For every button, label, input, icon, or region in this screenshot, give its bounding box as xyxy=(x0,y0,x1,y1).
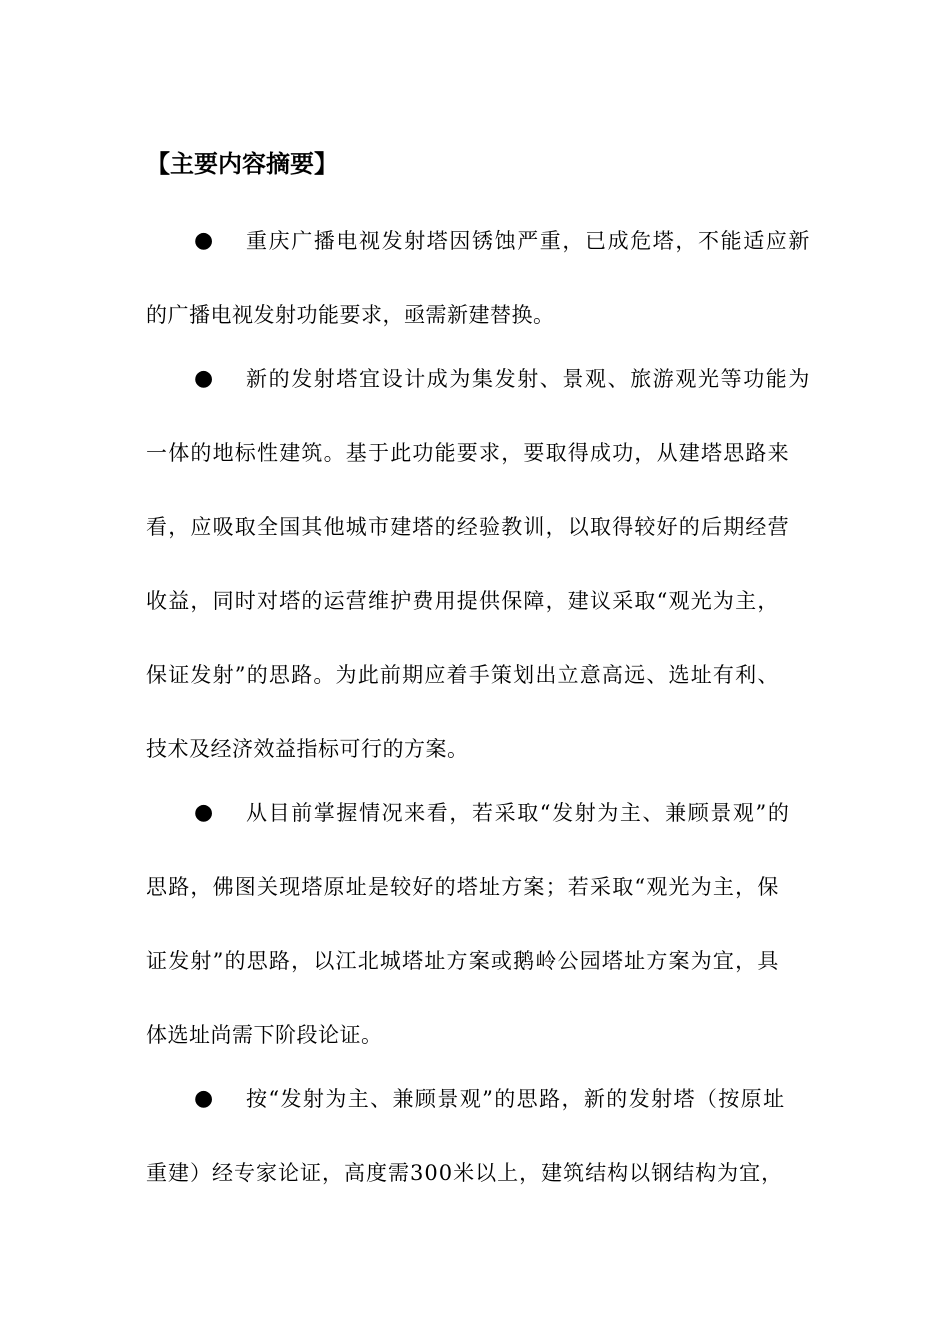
paragraph-2-line-5: 保证发射”的思路。为此前期应着手策划出立意高远、选址有利、 xyxy=(146,663,780,687)
bullet-icon: ● xyxy=(194,1086,214,1111)
section-heading: 【主要内容摘要】 xyxy=(146,150,338,178)
bullet-icon: ● xyxy=(194,228,214,253)
paragraph-3-line-1: 从目前掌握情况来看，若采取“发射为主、兼顾景观”的 xyxy=(246,801,791,825)
paragraph-3-line-2: 思路，佛图关现塔原址是较好的塔址方案；若采取“观光为主，保 xyxy=(146,875,780,899)
paragraph-3-line-4: 体选址尚需下阶段论证。 xyxy=(146,1023,383,1047)
paragraph-2-line-6: 技术及经济效益指标可行的方案。 xyxy=(146,737,469,761)
paragraph-2-line-2: 一体的地标性建筑。基于此功能要求，要取得成功，从建塔思路来 xyxy=(146,441,790,465)
paragraph-1-line-2: 的广播电视发射功能要求，亟需新建替换。 xyxy=(146,303,555,327)
paragraph-1-line-1: 重庆广播电视发射塔因锈蚀严重，已成危塔，不能适应新 xyxy=(246,229,811,253)
bullet-icon: ● xyxy=(194,800,214,825)
paragraph-2-line-3: 看，应吸取全国其他城市建塔的经验教训，以取得较好的后期经营 xyxy=(146,515,790,539)
paragraph-2-line-4: 收益，同时对塔的运营维护费用提供保障，建议采取“观光为主， xyxy=(146,589,780,613)
bullet-icon: ● xyxy=(194,366,214,391)
paragraph-3-line-3: 证发射”的思路，以江北城塔址方案或鹅岭公园塔址方案为宜，具 xyxy=(146,949,780,973)
paragraph-4-line-2: 重建）经专家论证，高度需300米以上，建筑结构以钢结构为宜， xyxy=(146,1161,784,1185)
paragraph-4-line-1: 按“发射为主、兼顾景观”的思路，新的发射塔（按原址 xyxy=(246,1087,786,1111)
paragraph-2-line-1: 新的发射塔宜设计成为集发射、景观、旅游观光等功能为 xyxy=(246,367,811,391)
